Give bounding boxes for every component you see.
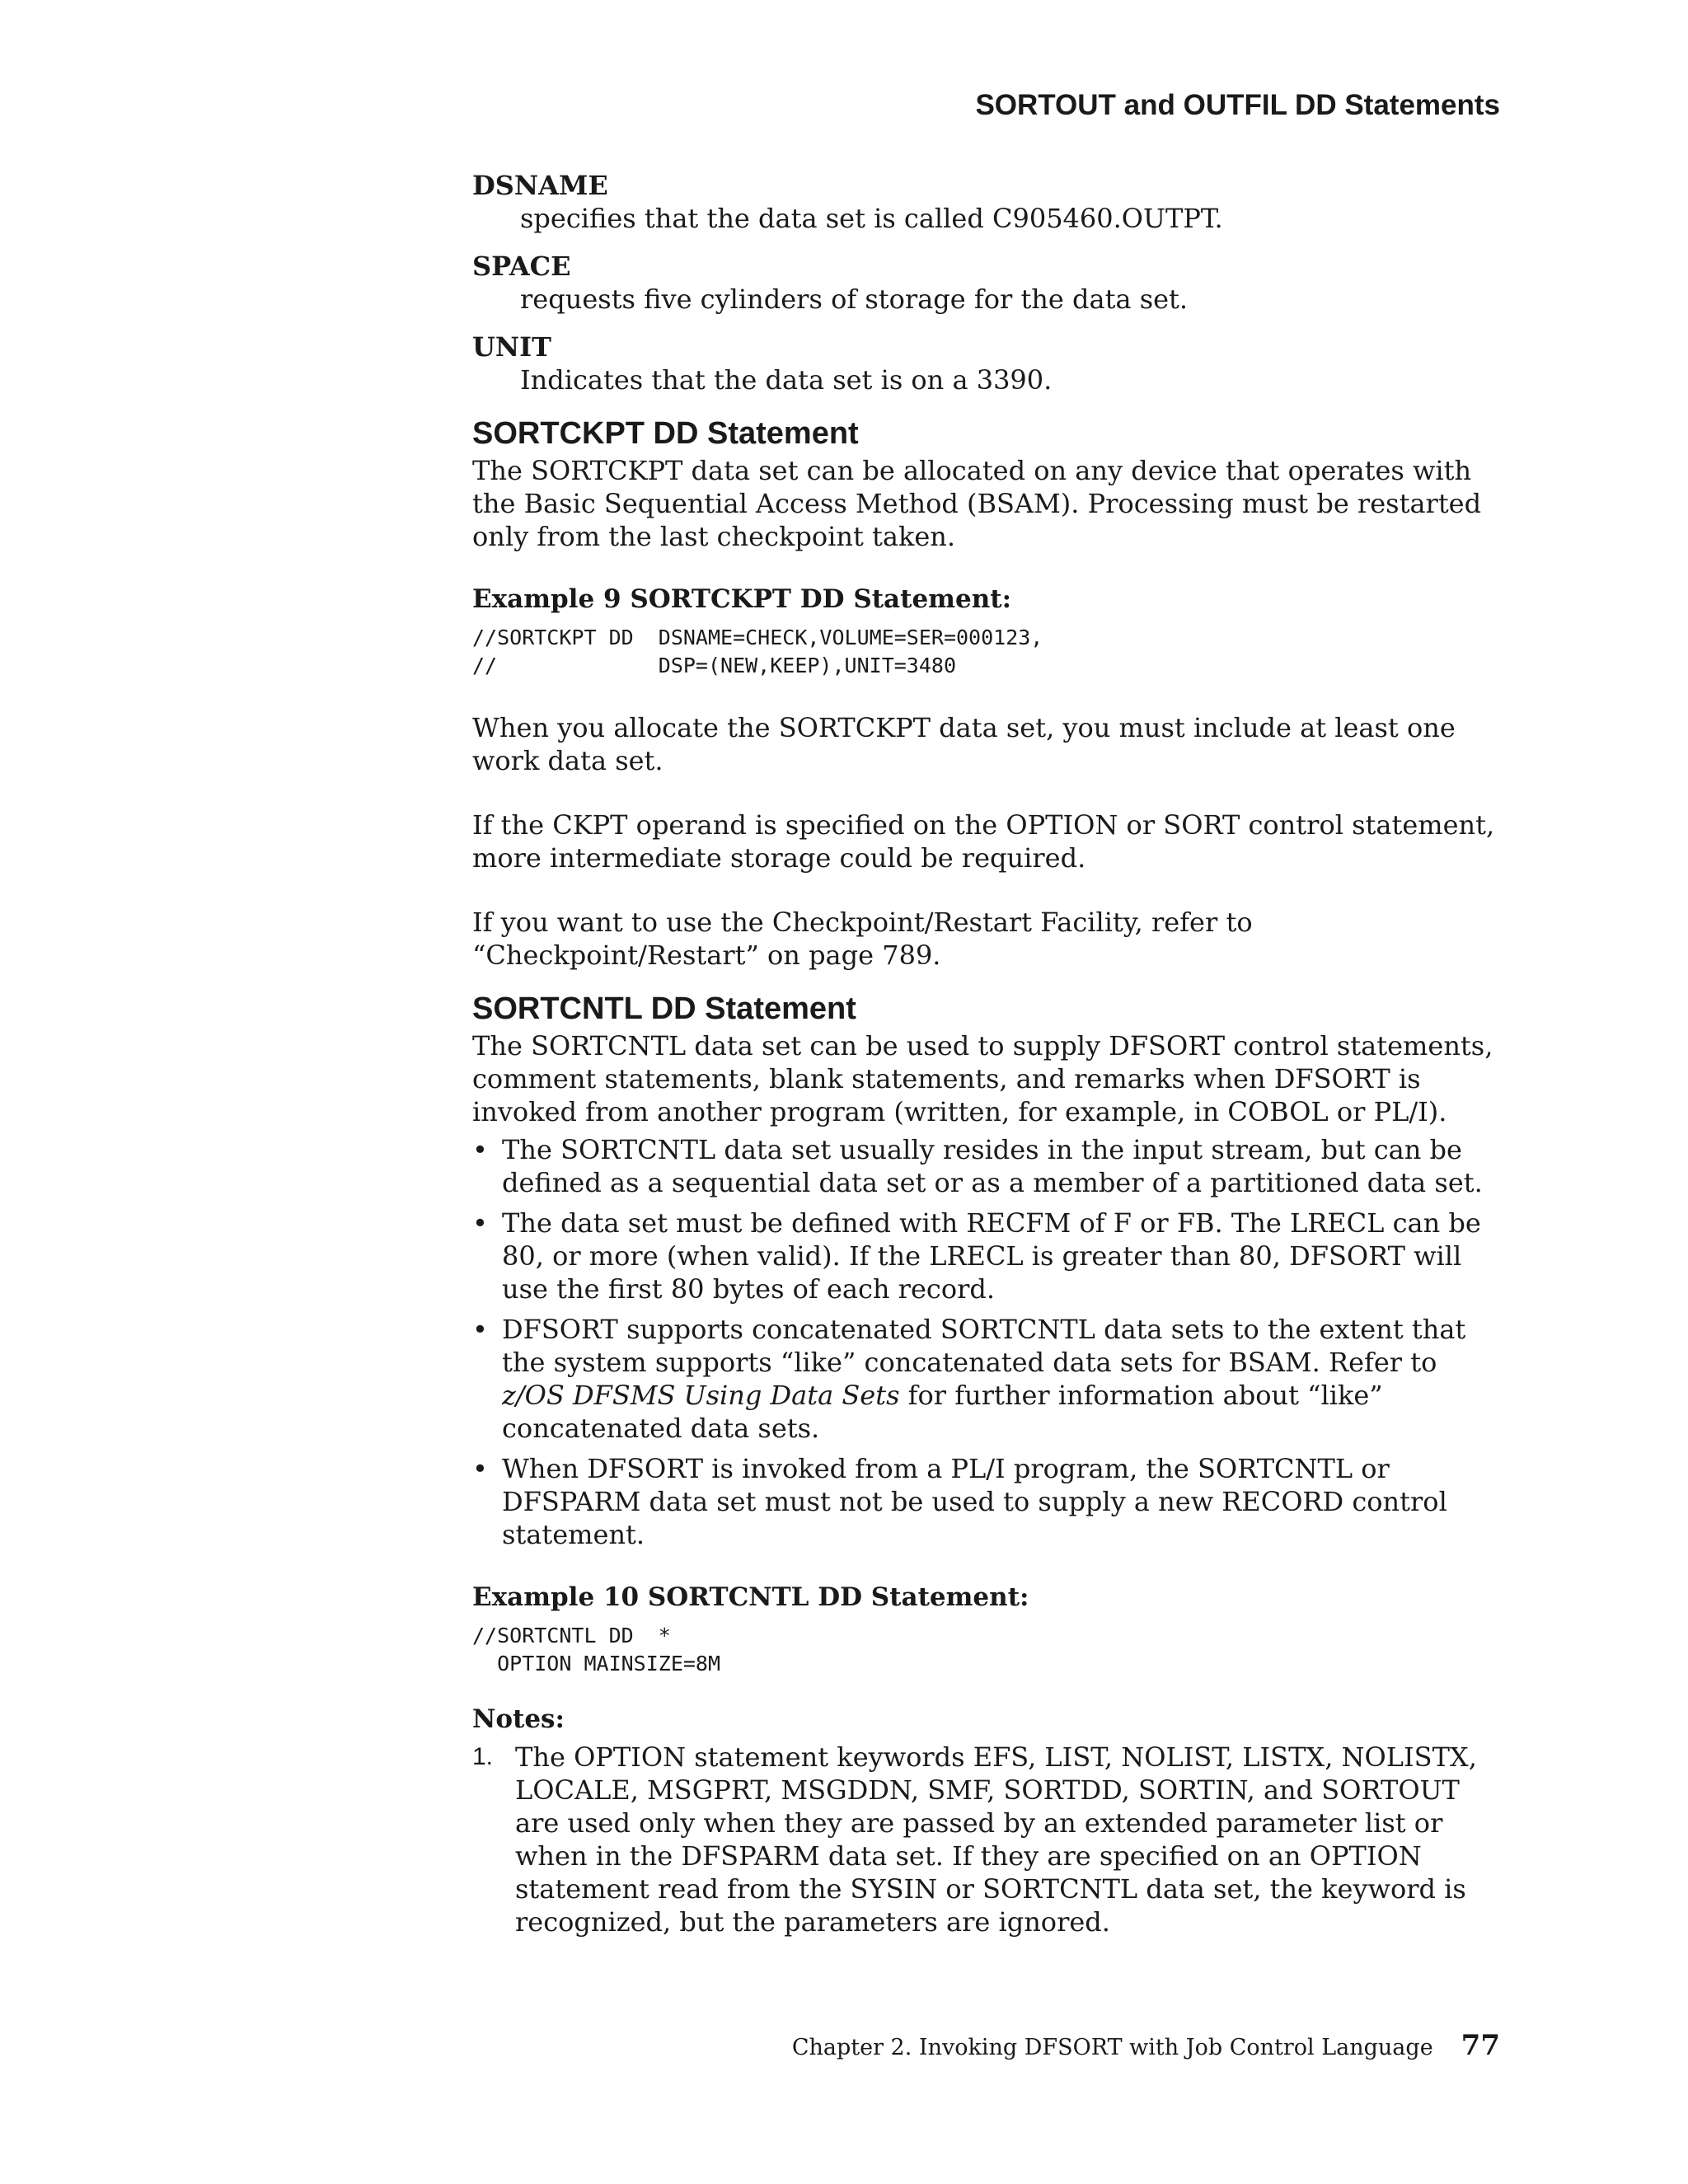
- page-footer: [792, 2029, 1500, 2064]
- list-item: [472, 1207, 1503, 1305]
- page-content: [472, 169, 1503, 1938]
- example-10-title: Example 10 SORTCNTL DD Statement:: [472, 1582, 1029, 1612]
- bullet-icon: •: [472, 1207, 488, 1239]
- definition-term-dsname: DSNAME: [472, 170, 608, 201]
- footer-chapter-title: Chapter 2. Invoking DFSORT with Job Control Language: [791, 2035, 1433, 2060]
- sortckpt-section: [472, 415, 1503, 972]
- example-9-title: Example 9 SORTCKPT DD Statement:: [472, 584, 1012, 614]
- list-item-text: DFSORT supports concatenated SORTCNTL data sets to the extent that the system supports “like” concatenated data sets for BSAM. Refer to: [502, 1314, 1466, 1378]
- note-number: 1.: [472, 1743, 494, 1770]
- list-item: [472, 1313, 1503, 1445]
- bullet-icon: •: [472, 1134, 488, 1165]
- page-number: 77: [1461, 2029, 1500, 2062]
- sortckpt-heading: SORTCKPT DD Statement: [472, 416, 859, 451]
- notes-title: Notes:: [472, 1704, 565, 1734]
- definition-term-unit: UNIT: [472, 331, 551, 363]
- sortckpt-paragraph-checkpoint-restart: If you want to use the Checkpoint/Restart Facility, refer to “Checkpoint/Restart” on page 789.: [472, 907, 1253, 971]
- sortcntl-bullet-list: [472, 1133, 1503, 1551]
- definition-list: [472, 169, 1503, 396]
- sortckpt-paragraph-ckpt-operand: If the CKPT operand is specified on the OPTION or SORT control statement, more intermediate storage could be required.: [472, 809, 1495, 874]
- list-item-text: The SORTCNTL data set usually resides in the input stream, but can be defined as a sequential data set or as a member of a partitioned data set.: [502, 1134, 1483, 1198]
- bullet-icon: •: [472, 1314, 488, 1345]
- sortckpt-intro: The SORTCKPT data set can be allocated on any device that operates with the Basic Sequential Access Method (BSAM). Processing must be restarted only from the last checkpoint taken.: [472, 455, 1482, 552]
- definition-text-dsname: specifies that the data set is called C905460.OUTPT.: [520, 203, 1223, 234]
- example-9-code: //SORTCKPT DD DSNAME=CHECK,VOLUME=SER=000123, // DSP=(NEW,KEEP),UNIT=3480: [472, 626, 1043, 677]
- notes-list: [472, 1741, 1503, 1938]
- running-header: SORTOUT and OUTFIL DD Statements: [975, 89, 1500, 121]
- list-item-text-continued: for further information about “like” concatenated data sets.: [502, 1380, 1383, 1444]
- example-10-code: //SORTCNTL DD * OPTION MAINSIZE=8M: [472, 1624, 721, 1675]
- bullet-icon: •: [472, 1453, 488, 1484]
- book-title-reference: z/OS DFSMS Using Data Sets: [502, 1380, 900, 1411]
- note-item: [472, 1741, 1503, 1938]
- sortcntl-heading: SORTCNTL DD Statement: [472, 991, 856, 1026]
- sortcntl-intro: The SORTCNTL data set can be used to supply DFSORT control statements, comment statements, blank statements, and remarks when DFSORT is invoked from another program (written, for example, in COBOL or PL/I).: [472, 1030, 1493, 1127]
- definition-text-unit: Indicates that the data set is on a 3390.: [520, 364, 1053, 396]
- sortckpt-paragraph-work-data-set: When you allocate the SORTCKPT data set, you must include at least one work data set.: [472, 712, 1456, 776]
- note-text: The OPTION statement keywords EFS, LIST, NOLIST, LISTX, NOLISTX, LOCALE, MSGPRT, MSGDDN, SMF, SORTDD, SORTIN, and SORTOUT are used only when they are passed by an extended parameter list or when in the DFSPARM data set. If they are specified on an OPTION statement read from the SYSIN or SORTCNTL data set, the keyword is recognized, but the parameters are ignored.: [515, 1741, 1477, 1938]
- definition-term-space: SPACE: [472, 251, 571, 282]
- sortcntl-section: [472, 990, 1503, 1938]
- list-item-text: The data set must be defined with RECFM of F or FB. The LRECL can be 80, or more (when valid). If the LRECL is greater than 80, DFSORT will use the first 80 bytes of each record.: [502, 1207, 1481, 1305]
- definition-text-space: requests five cylinders of storage for the data set.: [520, 284, 1189, 315]
- list-item: [472, 1452, 1503, 1551]
- list-item: [472, 1133, 1503, 1199]
- list-item-text: When DFSORT is invoked from a PL/I program, the SORTCNTL or DFSPARM data set must not be used to supply a new RECORD control statement.: [502, 1453, 1447, 1550]
